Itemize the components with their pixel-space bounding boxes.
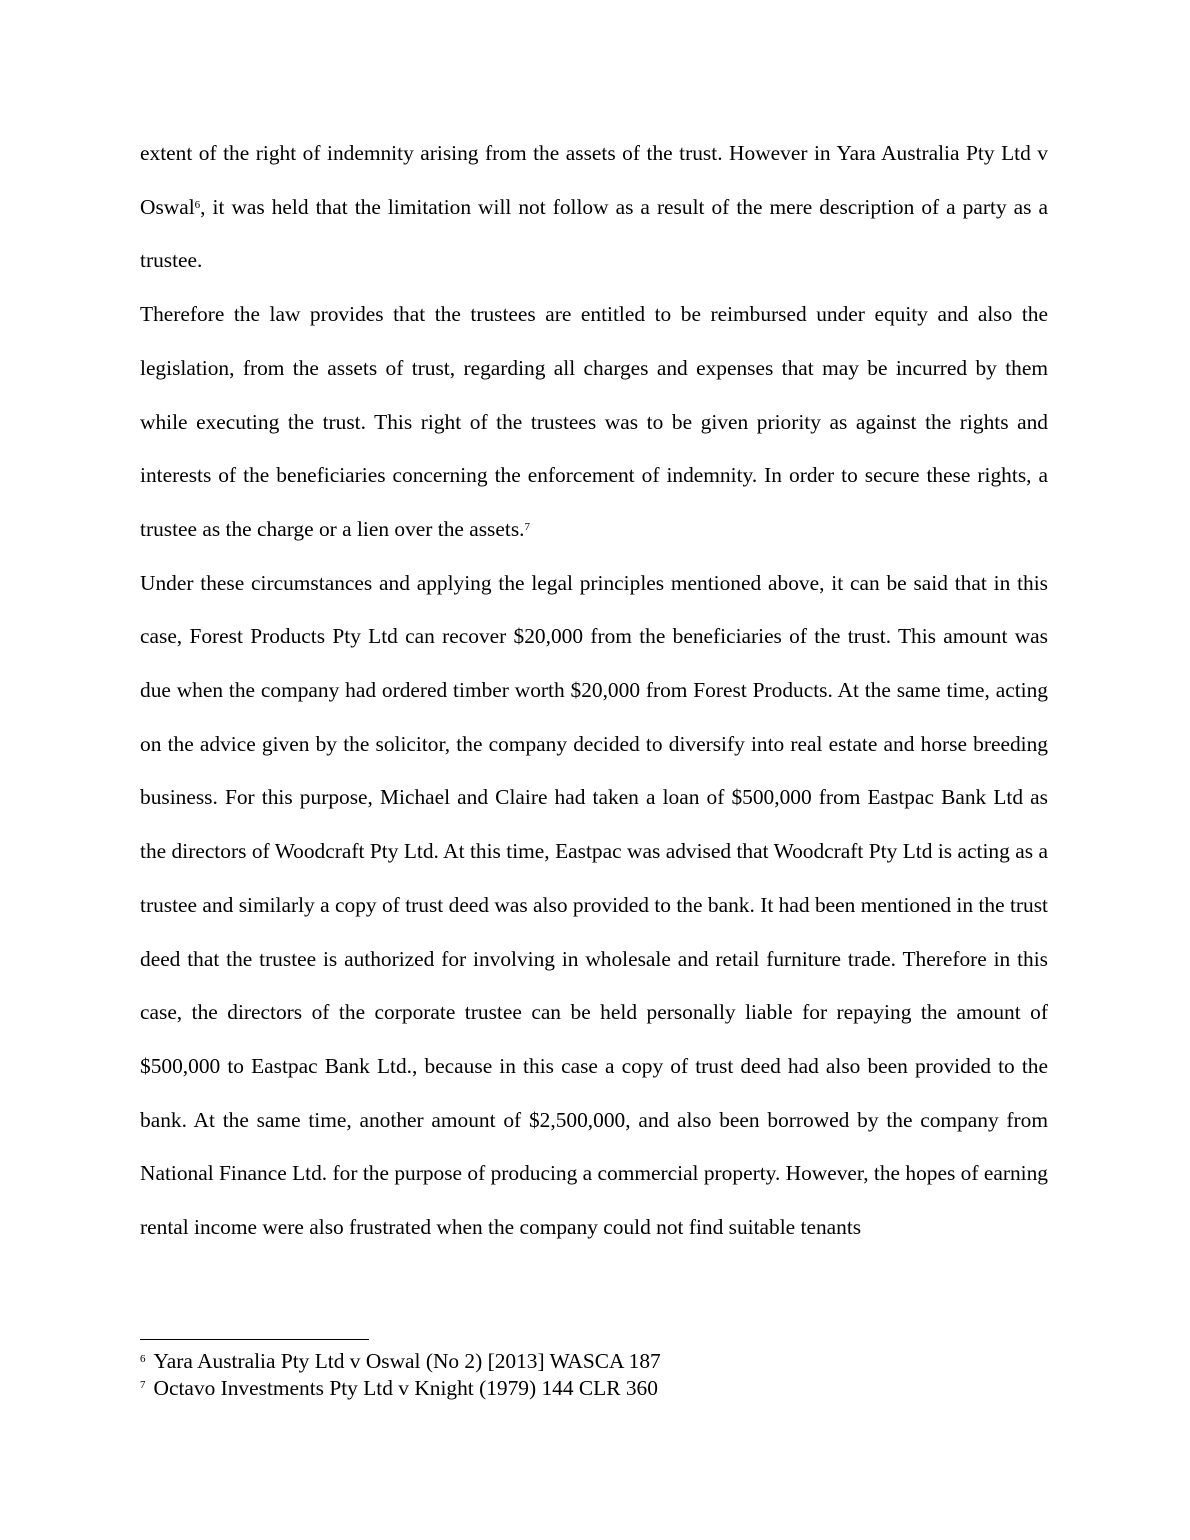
- body-text: [140, 127, 1048, 1255]
- footnotes: [140, 1348, 1048, 1401]
- footnote-6: [140, 1348, 1048, 1375]
- paragraph-1-text-before: extent of the right of indemnity arising from the assets of the trust. However in Yara Australia Pty Ltd v Oswal: [140, 141, 1048, 219]
- footnote-text-6: Yara Australia Pty Ltd v Oswal (No 2) [2013] WASCA 187: [153, 1349, 661, 1373]
- paragraph-2: [140, 288, 1048, 557]
- footnote-ref-6[interactable]: 6: [194, 198, 201, 211]
- paragraph-3-text-before: Under these circumstances and applying the legal principles mentioned above, it can be said that in this case, Forest Products Pty Ltd can recover $20,000 from the beneficiaries of the trust. This amount was due when the company had ordered timber worth $20,000 from Forest Products. At the same time, acting on the advice given by the solicitor, the company decided to diversify into real estate and horse breeding business. For this purpose, Michael and Claire had taken a loan of $500,000 from Eastpac Bank Ltd as the directors of Woodcraft Pty Ltd. At this time, Eastpac was advised that Woodcraft Pty Ltd is acting as a trustee and similarly a copy of trust deed was also provided to the bank. It had been mentioned in the trust deed that the trustee is authorized for involving in wholesale and retail furniture trade. Therefore in this case, the directors of the corporate trustee can be held personally liable for repaying the amount of $500,000 to Eastpac Bank Ltd., because in this case a copy of trust deed had also been provided to the bank. At the same time, another amount of $2,500,000, and also been borrowed by the company from National Finance Ltd. for the purpose of producing a commercial property. However, the hopes of earning rental income were also frustrated when the company could not find suitable tenants: [140, 570, 1048, 1240]
- footnote-text-7: Octavo Investments Pty Ltd v Knight (1979) 144 CLR 360: [153, 1375, 658, 1400]
- footnote-ref-7[interactable]: 7: [524, 520, 530, 533]
- paragraph-1: [140, 127, 1048, 288]
- paragraph-1-text-after: , it was held that the limitation will not follow as a result of the mere description of a party as a trustee.: [140, 194, 1048, 273]
- paragraph-2-text-before: Therefore the law provides that the trustees are entitled to be reimbursed under equity and also the legislation, from the assets of trust, regarding all charges and expenses that may be incurred by them while executing the trust. This right of the trustees was to be given priority as against the rights and interests of the beneficiaries concerning the enforcement of indemnity. In order to secure these rights, a trustee as the charge or a lien over the assets.: [140, 302, 1048, 541]
- footnote-mark-6: 6: [140, 1352, 146, 1365]
- footnote-7: [140, 1375, 1048, 1402]
- footnote-mark-7: 7: [140, 1379, 146, 1392]
- footnote-separator: [140, 1339, 369, 1340]
- paragraph-3: [140, 557, 1048, 1255]
